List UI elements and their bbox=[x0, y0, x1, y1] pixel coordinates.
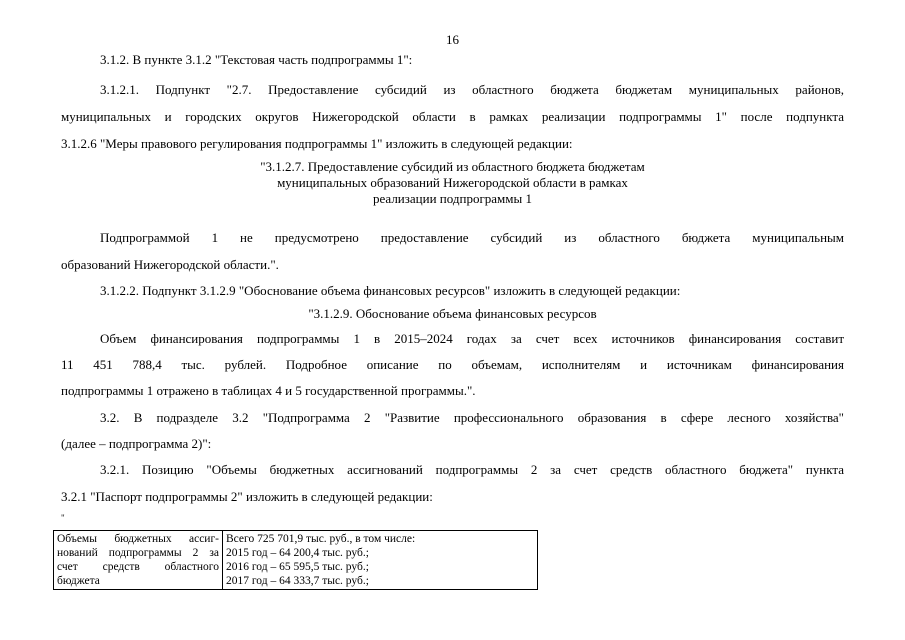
paragraph-subsidy-line2: образований Нижегородской области.". bbox=[61, 257, 279, 272]
budget-table bbox=[53, 530, 538, 590]
paragraph-3-2-line1: 3.2. В подразделе 3.2 "Подпрограмма 2 "Развитие профессионального образования в сфере лесного хозяйства" bbox=[100, 410, 844, 425]
cell-line: нований подпрограммы 2 за bbox=[57, 547, 219, 559]
budget-value-cell bbox=[223, 531, 538, 590]
cell-line: Всего 725 701,9 тыс. руб., в том числе: bbox=[226, 533, 416, 545]
paragraph-financing-line1: Объем финансирования подпрограммы 1 в 2015–2024 годах за счет всех источников финансирования составит bbox=[100, 331, 844, 346]
paragraph-3-1-2-1-line2: муниципальных и городских округов Нижегородской области в рамках реализации подпрограммы 1" после подпункта bbox=[61, 109, 844, 124]
cell-line: 2016 год – 65 595,5 тыс. руб.; bbox=[226, 561, 369, 573]
paragraph-3-2-line2: (далее – подпрограмма 2)": bbox=[61, 436, 212, 451]
page-number: 16 bbox=[446, 32, 459, 47]
heading-3-1-2-7-line2: муниципальных образований Нижегородской области в рамках bbox=[277, 175, 628, 190]
paragraph-financing-line3: подпрограммы 1 отражено в таблицах 4 и 5 государственной программы.". bbox=[61, 383, 476, 398]
budget-label-cell bbox=[54, 531, 223, 590]
cell-line: счет средств областного bbox=[57, 561, 219, 573]
paragraph-3-1-2: 3.1.2. В пункте 3.1.2 "Текстовая часть подпрограммы 1": bbox=[100, 52, 413, 67]
paragraph-3-1-2-1-line1: 3.1.2.1. Подпункт "2.7. Предоставление субсидий из областного бюджета бюджетам муниципальных районов, bbox=[100, 82, 844, 97]
cell-line: бюджета bbox=[57, 575, 100, 587]
heading-3-1-2-7-line3: реализации подпрограммы 1 bbox=[373, 191, 532, 206]
paragraph-financing-line2: 11 451 788,4 тыс. рублей. Подробное описание по объемам, исполнителям и источникам финансирования bbox=[61, 357, 844, 372]
paragraph-subsidy-line1: Подпрограммой 1 не предусмотрено предоставление субсидий из областного бюджета муниципальным bbox=[100, 230, 844, 245]
heading-3-1-2-7-line1: "3.1.2.7. Предоставление субсидий из областного бюджета бюджетам bbox=[260, 159, 645, 174]
paragraph-3-1-2-1-line3: 3.1.2.6 "Меры правового регулирования подпрограммы 1" изложить в следующей редакции: bbox=[61, 136, 573, 151]
paragraph-3-2-1-line1: 3.2.1. Позицию "Объемы бюджетных ассигнований подпрограммы 2 за счет средств областного бюджета" пункта bbox=[100, 462, 844, 477]
opening-quote-mark: " bbox=[61, 513, 65, 523]
cell-line: Объемы бюджетных ассиг- bbox=[57, 533, 219, 545]
cell-line: 2015 год – 64 200,4 тыс. руб.; bbox=[226, 547, 369, 559]
paragraph-3-1-2-2: 3.1.2.2. Подпункт 3.1.2.9 "Обоснование объема финансовых ресурсов" изложить в следующей редакции: bbox=[100, 283, 681, 298]
paragraph-3-2-1-line2: 3.2.1 "Паспорт подпрограммы 2" изложить в следующей редакции: bbox=[61, 489, 433, 504]
heading-3-1-2-9: "3.1.2.9. Обоснование объема финансовых ресурсов bbox=[308, 306, 597, 321]
cell-line: 2017 год – 64 333,7 тыс. руб.; bbox=[226, 575, 369, 587]
table-row bbox=[54, 531, 538, 590]
